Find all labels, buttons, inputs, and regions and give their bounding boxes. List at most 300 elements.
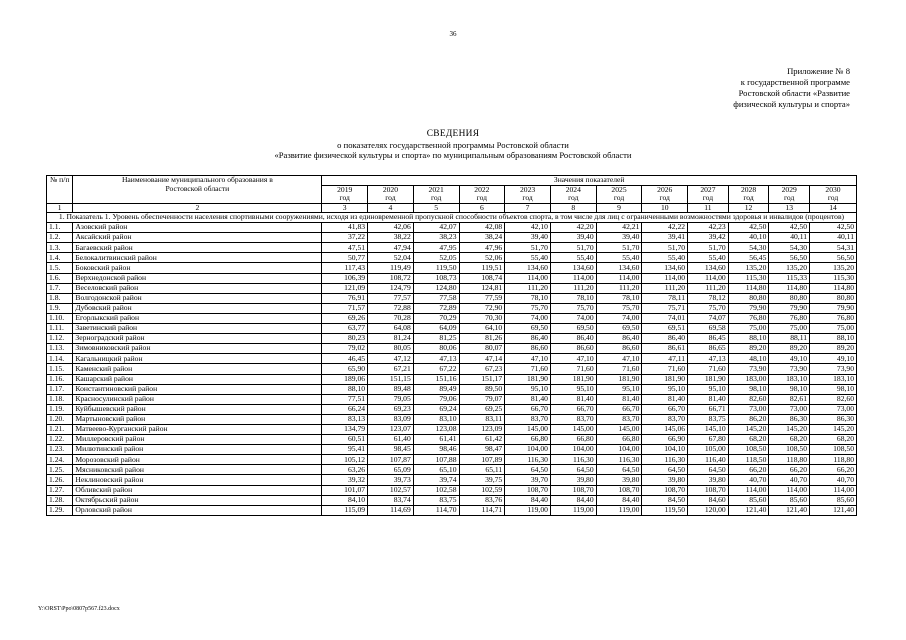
value-cell: 79,90 [769,303,810,313]
value-cell: 105,12 [322,455,368,465]
value-cell: 42,20 [550,223,596,233]
value-cell: 47,51 [322,243,368,253]
municipality-name: Неклиновский район [73,475,322,485]
value-cell: 82,60 [728,394,769,404]
value-cell: 108,70 [550,485,596,495]
value-cell: 81,40 [550,394,596,404]
value-cell: 78,10 [596,293,642,303]
value-cell: 55,40 [642,253,688,263]
municipality-name: Константиновский район [73,384,322,394]
value-cell: 46,45 [322,354,368,364]
value-cell: 64,50 [642,465,688,475]
row-index: 1.14. [47,354,73,364]
header-name: Наименование муниципального образования в Ростовской области [73,176,322,204]
value-cell: 89,20 [810,344,857,354]
value-cell: 114,80 [810,283,857,293]
value-cell: 56,50 [769,253,810,263]
header-year-unit: год [476,193,488,203]
header-year-unit: год [784,193,795,203]
table-row [47,223,857,233]
value-cell: 98,47 [459,445,505,455]
value-cell: 89,49 [413,384,459,394]
appendix-note [733,66,850,110]
table-row [47,435,857,445]
value-cell: 115,30 [728,273,769,283]
value-cell: 83,70 [550,414,596,424]
value-cell: 61,42 [459,435,505,445]
value-cell: 76,80 [810,313,857,323]
value-cell: 74,01 [642,313,688,323]
value-cell: 55,40 [505,253,551,263]
header-year-value: 2019 [337,185,353,194]
value-cell: 145,10 [688,424,729,434]
value-cell: 67,23 [459,364,505,374]
value-cell: 81,25 [413,334,459,344]
value-cell: 181,90 [642,374,688,384]
table-row [47,495,857,505]
file-path-footer: Y:\ORST\Ppo\0807p567.f23.docx [38,606,120,612]
value-cell: 68,20 [810,435,857,445]
value-cell: 83,70 [642,414,688,424]
table-row [47,243,857,253]
value-cell: 39,40 [505,233,551,243]
header-year-unit: год [827,193,839,203]
value-cell: 108,50 [728,445,769,455]
value-cell: 51,70 [505,243,551,253]
value-cell: 85,60 [810,495,857,505]
value-cell: 123,08 [413,424,459,434]
value-cell: 151,17 [459,374,505,384]
header-year-unit: год [613,193,625,203]
header-year-unit: год [702,193,714,203]
row-index: 1.17. [47,384,73,394]
value-cell: 68,20 [769,435,810,445]
value-cell: 54,31 [810,243,857,253]
table-row [47,253,857,263]
header-year-value: 2029 [781,185,797,194]
value-cell: 42,07 [413,223,459,233]
municipality-name: Боковский район [73,263,322,273]
value-cell: 73,90 [769,364,810,374]
row-index: 1.22. [47,435,73,445]
value-cell: 51,70 [688,243,729,253]
value-cell: 104,00 [596,445,642,455]
municipality-name: Кашарский район [73,374,322,384]
column-number: 7 [505,204,551,213]
municipality-name: Волгодонской район [73,293,322,303]
value-cell: 121,40 [810,505,857,515]
table-row [47,354,857,364]
value-cell: 81,40 [596,394,642,404]
value-cell: 65,11 [459,465,505,475]
table-row [47,465,857,475]
table-row [47,263,857,273]
value-cell: 77,58 [413,293,459,303]
value-cell: 114,70 [413,505,459,515]
value-cell: 151,16 [413,374,459,384]
value-cell: 123,07 [368,424,414,434]
value-cell: 73,00 [728,404,769,414]
value-cell: 80,80 [810,293,857,303]
row-index: 1.18. [47,394,73,404]
value-cell: 47,95 [413,243,459,253]
value-cell: 74,00 [596,313,642,323]
value-cell: 118,80 [769,455,810,465]
value-cell: 84,40 [505,495,551,505]
municipality-name: Верхнедонской район [73,273,322,283]
value-cell: 134,60 [688,263,729,273]
value-cell: 69,25 [459,404,505,414]
value-cell: 114,00 [810,485,857,495]
value-cell: 66,80 [596,435,642,445]
value-cell: 118,80 [810,455,857,465]
value-cell: 89,48 [368,384,414,394]
row-index: 1.8. [47,293,73,303]
value-cell: 39,80 [688,475,729,485]
value-cell: 80,07 [459,344,505,354]
value-cell: 64,10 [459,324,505,334]
value-cell: 50,77 [322,253,368,263]
value-cell: 114,00 [769,485,810,495]
value-cell: 108,70 [505,485,551,495]
value-cell: 64,50 [550,465,596,475]
value-cell: 73,00 [769,404,810,414]
header-year-value: 2025 [611,185,627,194]
value-cell: 104,00 [550,445,596,455]
value-cell: 40,10 [728,233,769,243]
header-year-value: 2028 [740,185,757,194]
value-cell: 39,32 [322,475,368,485]
value-cell: 79,90 [728,303,769,313]
value-cell: 115,30 [810,273,857,283]
row-index: 1.11. [47,324,73,334]
value-cell: 66,70 [550,404,596,414]
value-cell: 88,11 [769,334,810,344]
value-cell: 47,13 [688,354,729,364]
value-cell: 54,30 [728,243,769,253]
value-cell: 119,00 [550,505,596,515]
value-cell: 95,10 [596,384,642,394]
value-cell: 75,70 [688,303,729,313]
value-cell: 72,90 [459,303,505,313]
value-cell: 102,58 [413,485,459,495]
header-year-value: 2030 [825,185,841,194]
page-number: 36 [449,30,457,38]
value-cell: 65,09 [368,465,414,475]
value-cell: 68,20 [728,435,769,445]
municipality-name: Матвеево-Курганский район [73,424,322,434]
value-cell: 108,74 [459,273,505,283]
header-year-value: 2023 [519,185,536,194]
column-number: 6 [459,204,505,213]
value-cell: 55,40 [596,253,642,263]
municipality-name: Веселовский район [73,283,322,293]
value-cell: 84,40 [550,495,596,505]
value-cell: 82,61 [769,394,810,404]
value-cell: 80,06 [413,344,459,354]
value-cell: 76,80 [728,313,769,323]
table-row [47,364,857,374]
value-cell: 135,20 [728,263,769,273]
value-cell: 145,00 [505,424,551,434]
value-cell: 124,79 [368,283,414,293]
value-cell: 74,00 [550,313,596,323]
header-year [368,186,414,204]
value-cell: 98,45 [368,445,414,455]
value-cell: 84,50 [642,495,688,505]
value-cell: 79,07 [459,394,505,404]
value-cell: 40,11 [810,233,857,243]
row-index: 1.26. [47,475,73,485]
municipality-name: Белокалитвинский район [73,253,322,263]
value-cell: 81,40 [642,394,688,404]
value-cell: 86,45 [688,334,729,344]
value-cell: 95,41 [322,445,368,455]
table-row [47,334,857,344]
value-cell: 52,06 [459,253,505,263]
table-row [47,445,857,455]
header-year-unit: год [430,193,442,203]
value-cell: 39,40 [596,233,642,243]
value-cell: 70,30 [459,313,505,323]
value-cell: 39,40 [550,233,596,243]
header-year [769,186,810,204]
value-cell: 145,20 [728,424,769,434]
header-year [688,186,729,204]
value-cell: 86,61 [642,344,688,354]
municipality-name: Милютинский район [73,445,322,455]
row-index: 1.2. [47,233,73,243]
value-cell: 77,51 [322,394,368,404]
title-line: о показателях государственной программы Ростовской области [337,139,569,150]
municipality-name: Кагальницкий район [73,354,322,364]
row-index: 1.9. [47,303,73,313]
table-row [47,455,857,465]
value-cell: 85,60 [728,495,769,505]
column-number: 5 [413,204,459,213]
value-cell: 181,90 [688,374,729,384]
row-index: 1.5. [47,263,73,273]
column-number: 1 [47,204,73,213]
value-cell: 114,00 [550,273,596,283]
value-cell: 95,10 [642,384,688,394]
value-cell: 88,10 [728,334,769,344]
municipality-name: Азовский район [73,223,322,233]
appendix-line: физической культуры и спорта» [733,99,850,109]
value-cell: 47,94 [368,243,414,253]
value-cell: 56,50 [810,253,857,263]
municipality-name: Зерноградский район [73,334,322,344]
value-cell: 75,00 [728,324,769,334]
table-row [47,505,857,515]
value-cell: 117,43 [322,263,368,273]
value-cell: 71,60 [596,364,642,374]
value-cell: 134,60 [596,263,642,273]
value-cell: 106,39 [322,273,368,283]
value-cell: 119,51 [459,263,505,273]
appendix-line: к государственной программе [740,77,850,87]
value-cell: 39,74 [413,475,459,485]
column-number: 13 [769,204,810,213]
value-cell: 66,20 [769,465,810,475]
value-cell: 111,20 [688,283,729,293]
value-cell: 89,20 [728,344,769,354]
value-cell: 81,24 [368,334,414,344]
value-cell: 83,09 [368,414,414,424]
municipality-name: Красносулинский район [73,394,322,404]
table-row [47,384,857,394]
value-cell: 70,29 [413,313,459,323]
header-year-unit: год [659,193,670,203]
value-cell: 181,90 [505,374,551,384]
value-cell: 38,23 [413,233,459,243]
title-main: СВЕДЕНИЯ [426,129,480,139]
table-row [47,485,857,495]
value-cell: 42,50 [728,223,769,233]
table-row [47,374,857,384]
value-cell: 135,20 [810,263,857,273]
value-cell: 89,50 [459,384,505,394]
header-year [642,186,688,204]
municipality-name: Куйбышевский район [73,404,322,414]
value-cell: 55,40 [550,253,596,263]
value-cell: 78,11 [642,293,688,303]
value-cell: 95,10 [505,384,551,394]
value-cell: 40,70 [728,475,769,485]
value-cell: 39,80 [642,475,688,485]
value-cell: 72,89 [413,303,459,313]
value-cell: 63,77 [322,324,368,334]
value-cell: 114,80 [728,283,769,293]
value-cell: 86,40 [550,334,596,344]
value-cell: 119,00 [505,505,551,515]
value-cell: 114,71 [459,505,505,515]
value-cell: 183,10 [769,374,810,384]
value-cell: 86,60 [596,344,642,354]
value-cell: 80,80 [769,293,810,303]
header-year [596,186,642,204]
value-cell: 71,60 [688,364,729,374]
value-cell: 114,00 [688,273,729,283]
municipality-name: Багаевский район [73,243,322,253]
value-cell: 83,70 [596,414,642,424]
value-cell: 65,10 [413,465,459,475]
value-cell: 42,21 [596,223,642,233]
value-cell: 65,90 [322,364,368,374]
value-cell: 82,60 [810,394,857,404]
column-number: 2 [73,204,322,213]
value-cell: 78,12 [688,293,729,303]
value-cell: 39,80 [550,475,596,485]
value-cell: 66,80 [550,435,596,445]
value-cell: 98,10 [769,384,810,394]
row-index: 1.24. [47,455,73,465]
table-row [47,293,857,303]
row-index: 1.25. [47,465,73,475]
value-cell: 47,10 [596,354,642,364]
value-cell: 83,70 [505,414,551,424]
value-cell: 83,13 [322,414,368,424]
header-year-value: 2027 [700,185,716,194]
value-cell: 56,45 [728,253,769,263]
value-cell: 42,50 [769,223,810,233]
value-cell: 114,00 [505,273,551,283]
appendix-line: Приложение № 8 [787,66,850,76]
value-cell: 75,70 [550,303,596,313]
value-cell: 47,10 [505,354,551,364]
row-index: 1.27. [47,485,73,495]
value-cell: 64,08 [368,324,414,334]
value-cell: 145,20 [810,424,857,434]
value-cell: 39,70 [505,475,551,485]
value-cell: 39,73 [368,475,414,485]
value-cell: 114,00 [596,273,642,283]
value-cell: 115,33 [769,273,810,283]
municipality-name: Аксайский район [73,233,322,243]
municipality-name: Морозовский район [73,455,322,465]
value-cell: 85,60 [769,495,810,505]
value-cell: 70,28 [368,313,414,323]
value-cell: 51,70 [596,243,642,253]
value-cell: 49,10 [769,354,810,364]
value-cell: 72,88 [368,303,414,313]
value-cell: 47,96 [459,243,505,253]
value-cell: 111,20 [642,283,688,293]
municipality-name: Орловский район [73,505,322,515]
value-cell: 67,80 [688,435,729,445]
value-cell: 108,70 [596,485,642,495]
row-index: 1.19. [47,404,73,414]
header-year [810,186,857,204]
value-cell: 134,60 [505,263,551,273]
value-cell: 86,40 [505,334,551,344]
value-cell: 66,20 [810,465,857,475]
value-cell: 60,51 [322,435,368,445]
value-cell: 75,00 [810,324,857,334]
value-cell: 79,06 [413,394,459,404]
value-cell: 51,70 [550,243,596,253]
value-cell: 78,10 [505,293,551,303]
table-row [47,273,857,283]
value-cell: 54,30 [769,243,810,253]
value-cell: 83,10 [413,414,459,424]
table-row [47,394,857,404]
row-index: 1.29. [47,505,73,515]
value-cell: 47,13 [413,354,459,364]
value-cell: 69,23 [368,404,414,414]
value-cell: 80,80 [728,293,769,303]
value-cell: 86,60 [505,344,551,354]
value-cell: 73,90 [728,364,769,374]
value-cell: 81,40 [505,394,551,404]
value-cell: 39,80 [596,475,642,485]
value-cell: 66,24 [322,404,368,414]
value-cell: 80,05 [368,344,414,354]
value-cell: 114,00 [642,273,688,283]
header-year-value: 2021 [428,185,444,194]
value-cell: 47,14 [459,354,505,364]
value-cell: 66,70 [596,404,642,414]
value-cell: 95,10 [550,384,596,394]
value-cell: 108,73 [413,273,459,283]
table-row [47,344,857,354]
value-cell: 42,06 [368,223,414,233]
value-cell: 119,49 [368,263,414,273]
value-cell: 135,20 [769,263,810,273]
value-cell: 118,50 [728,455,769,465]
municipality-name: Егорлыкский район [73,313,322,323]
value-cell: 39,42 [688,233,729,243]
